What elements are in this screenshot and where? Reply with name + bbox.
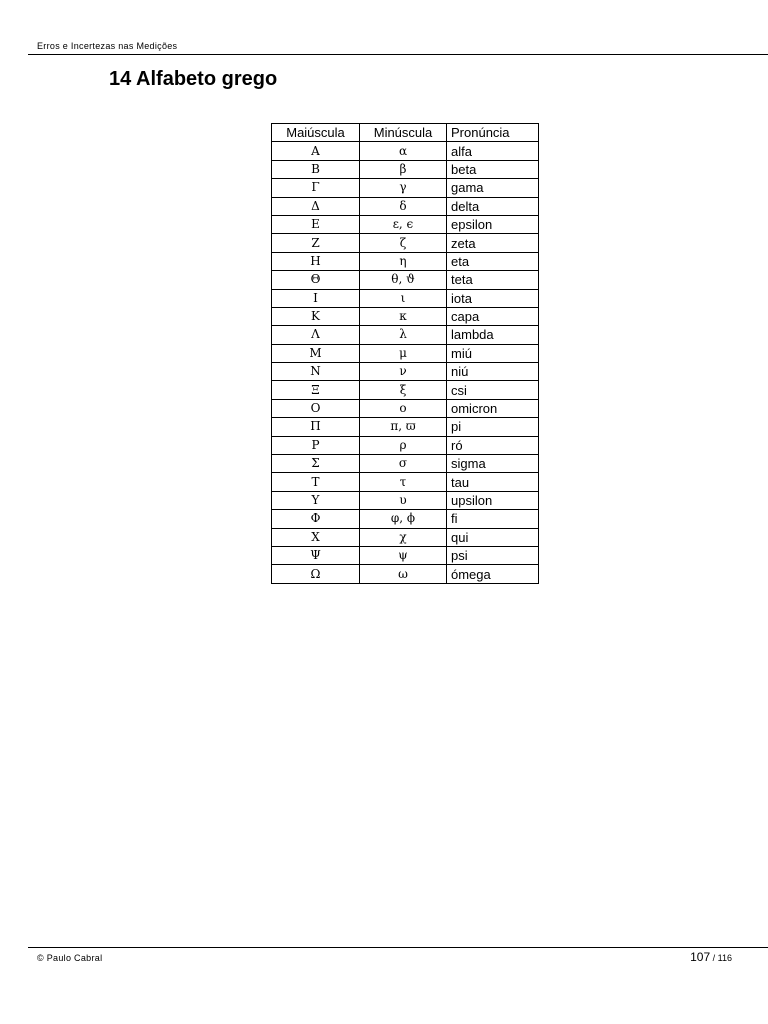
greek-alphabet-table bbox=[271, 123, 539, 584]
table-row bbox=[272, 565, 539, 583]
uppercase-cell: Δ bbox=[272, 197, 360, 215]
table-row bbox=[272, 252, 539, 270]
page-number bbox=[690, 950, 732, 964]
uppercase-cell: Ρ bbox=[272, 436, 360, 454]
table-row bbox=[272, 418, 539, 436]
header-divider bbox=[28, 54, 768, 55]
lowercase-cell: ζ bbox=[360, 234, 447, 252]
uppercase-cell: Κ bbox=[272, 307, 360, 325]
pronunciation-cell: tau bbox=[447, 473, 539, 491]
lowercase-cell: κ bbox=[360, 307, 447, 325]
uppercase-cell: Φ bbox=[272, 510, 360, 528]
pronunciation-cell: beta bbox=[447, 160, 539, 178]
lowercase-cell: ι bbox=[360, 289, 447, 307]
uppercase-cell: Ι bbox=[272, 289, 360, 307]
footer-divider bbox=[28, 947, 768, 948]
current-page: 107 bbox=[690, 950, 711, 964]
lowercase-cell: π, ϖ bbox=[360, 418, 447, 436]
uppercase-cell: Γ bbox=[272, 179, 360, 197]
pronunciation-cell: sigma bbox=[447, 455, 539, 473]
lowercase-cell: ε, ϵ bbox=[360, 215, 447, 233]
uppercase-cell: Ξ bbox=[272, 381, 360, 399]
table-row bbox=[272, 399, 539, 417]
table-row bbox=[272, 491, 539, 509]
uppercase-cell: Β bbox=[272, 160, 360, 178]
pronunciation-cell: epsilon bbox=[447, 215, 539, 233]
table-row bbox=[272, 473, 539, 491]
pronunciation-cell: teta bbox=[447, 271, 539, 289]
pronunciation-cell: fi bbox=[447, 510, 539, 528]
pronunciation-cell: zeta bbox=[447, 234, 539, 252]
table-row bbox=[272, 289, 539, 307]
uppercase-cell: Ε bbox=[272, 215, 360, 233]
table-row bbox=[272, 326, 539, 344]
column-header-uppercase: Maiúscula bbox=[272, 124, 360, 142]
lowercase-cell: ν bbox=[360, 363, 447, 381]
lowercase-cell: α bbox=[360, 142, 447, 160]
lowercase-cell: ψ bbox=[360, 546, 447, 564]
uppercase-cell: Λ bbox=[272, 326, 360, 344]
uppercase-cell: Μ bbox=[272, 344, 360, 362]
uppercase-cell: Α bbox=[272, 142, 360, 160]
pronunciation-cell: alfa bbox=[447, 142, 539, 160]
pronunciation-cell: ró bbox=[447, 436, 539, 454]
uppercase-cell: Θ bbox=[272, 271, 360, 289]
uppercase-cell: Π bbox=[272, 418, 360, 436]
lowercase-cell: λ bbox=[360, 326, 447, 344]
total-pages: 116 bbox=[717, 953, 732, 963]
uppercase-cell: Χ bbox=[272, 528, 360, 546]
section-title: 14 Alfabeto grego bbox=[109, 68, 278, 90]
table-body bbox=[272, 142, 539, 583]
lowercase-cell: τ bbox=[360, 473, 447, 491]
table-row bbox=[272, 381, 539, 399]
lowercase-cell: γ bbox=[360, 179, 447, 197]
pronunciation-cell: niú bbox=[447, 363, 539, 381]
table-row bbox=[272, 455, 539, 473]
pronunciation-cell: delta bbox=[447, 197, 539, 215]
pronunciation-cell: gama bbox=[447, 179, 539, 197]
table-row bbox=[272, 344, 539, 362]
table-row bbox=[272, 271, 539, 289]
uppercase-cell: Η bbox=[272, 252, 360, 270]
lowercase-cell: ρ bbox=[360, 436, 447, 454]
uppercase-cell: Ν bbox=[272, 363, 360, 381]
lowercase-cell: μ bbox=[360, 344, 447, 362]
pronunciation-cell: omicron bbox=[447, 399, 539, 417]
table-row bbox=[272, 160, 539, 178]
lowercase-cell: β bbox=[360, 160, 447, 178]
lowercase-cell: ω bbox=[360, 565, 447, 583]
column-header-pronunciation: Pronúncia bbox=[447, 124, 539, 142]
uppercase-cell: Ζ bbox=[272, 234, 360, 252]
pronunciation-cell: iota bbox=[447, 289, 539, 307]
lowercase-cell: ξ bbox=[360, 381, 447, 399]
page-separator: / bbox=[710, 953, 718, 963]
pronunciation-cell: upsilon bbox=[447, 491, 539, 509]
table-row bbox=[272, 363, 539, 381]
table-row bbox=[272, 197, 539, 215]
lowercase-cell: δ bbox=[360, 197, 447, 215]
column-header-lowercase: Minúscula bbox=[360, 124, 447, 142]
table-row bbox=[272, 142, 539, 160]
pronunciation-cell: qui bbox=[447, 528, 539, 546]
uppercase-cell: Ω bbox=[272, 565, 360, 583]
pronunciation-cell: ómega bbox=[447, 565, 539, 583]
lowercase-cell: σ bbox=[360, 455, 447, 473]
uppercase-cell: Σ bbox=[272, 455, 360, 473]
copyright-text: © Paulo Cabral bbox=[37, 953, 103, 963]
pronunciation-cell: csi bbox=[447, 381, 539, 399]
pronunciation-cell: lambda bbox=[447, 326, 539, 344]
lowercase-cell: θ, ϑ bbox=[360, 271, 447, 289]
pronunciation-cell: eta bbox=[447, 252, 539, 270]
table-row bbox=[272, 510, 539, 528]
table-row bbox=[272, 436, 539, 454]
lowercase-cell: ο bbox=[360, 399, 447, 417]
uppercase-cell: Τ bbox=[272, 473, 360, 491]
uppercase-cell: Υ bbox=[272, 491, 360, 509]
table-row bbox=[272, 546, 539, 564]
pronunciation-cell: miú bbox=[447, 344, 539, 362]
pronunciation-cell: capa bbox=[447, 307, 539, 325]
pronunciation-cell: pi bbox=[447, 418, 539, 436]
running-header: Erros e Incertezas nas Medições bbox=[37, 41, 178, 51]
table-row bbox=[272, 528, 539, 546]
table-row bbox=[272, 215, 539, 233]
table-row bbox=[272, 234, 539, 252]
lowercase-cell: φ, ϕ bbox=[360, 510, 447, 528]
lowercase-cell: χ bbox=[360, 528, 447, 546]
table-row bbox=[272, 179, 539, 197]
uppercase-cell: Ο bbox=[272, 399, 360, 417]
pronunciation-cell: psi bbox=[447, 546, 539, 564]
uppercase-cell: Ψ bbox=[272, 546, 360, 564]
table-row bbox=[272, 307, 539, 325]
lowercase-cell: υ bbox=[360, 491, 447, 509]
table-header-row bbox=[272, 124, 539, 142]
lowercase-cell: η bbox=[360, 252, 447, 270]
